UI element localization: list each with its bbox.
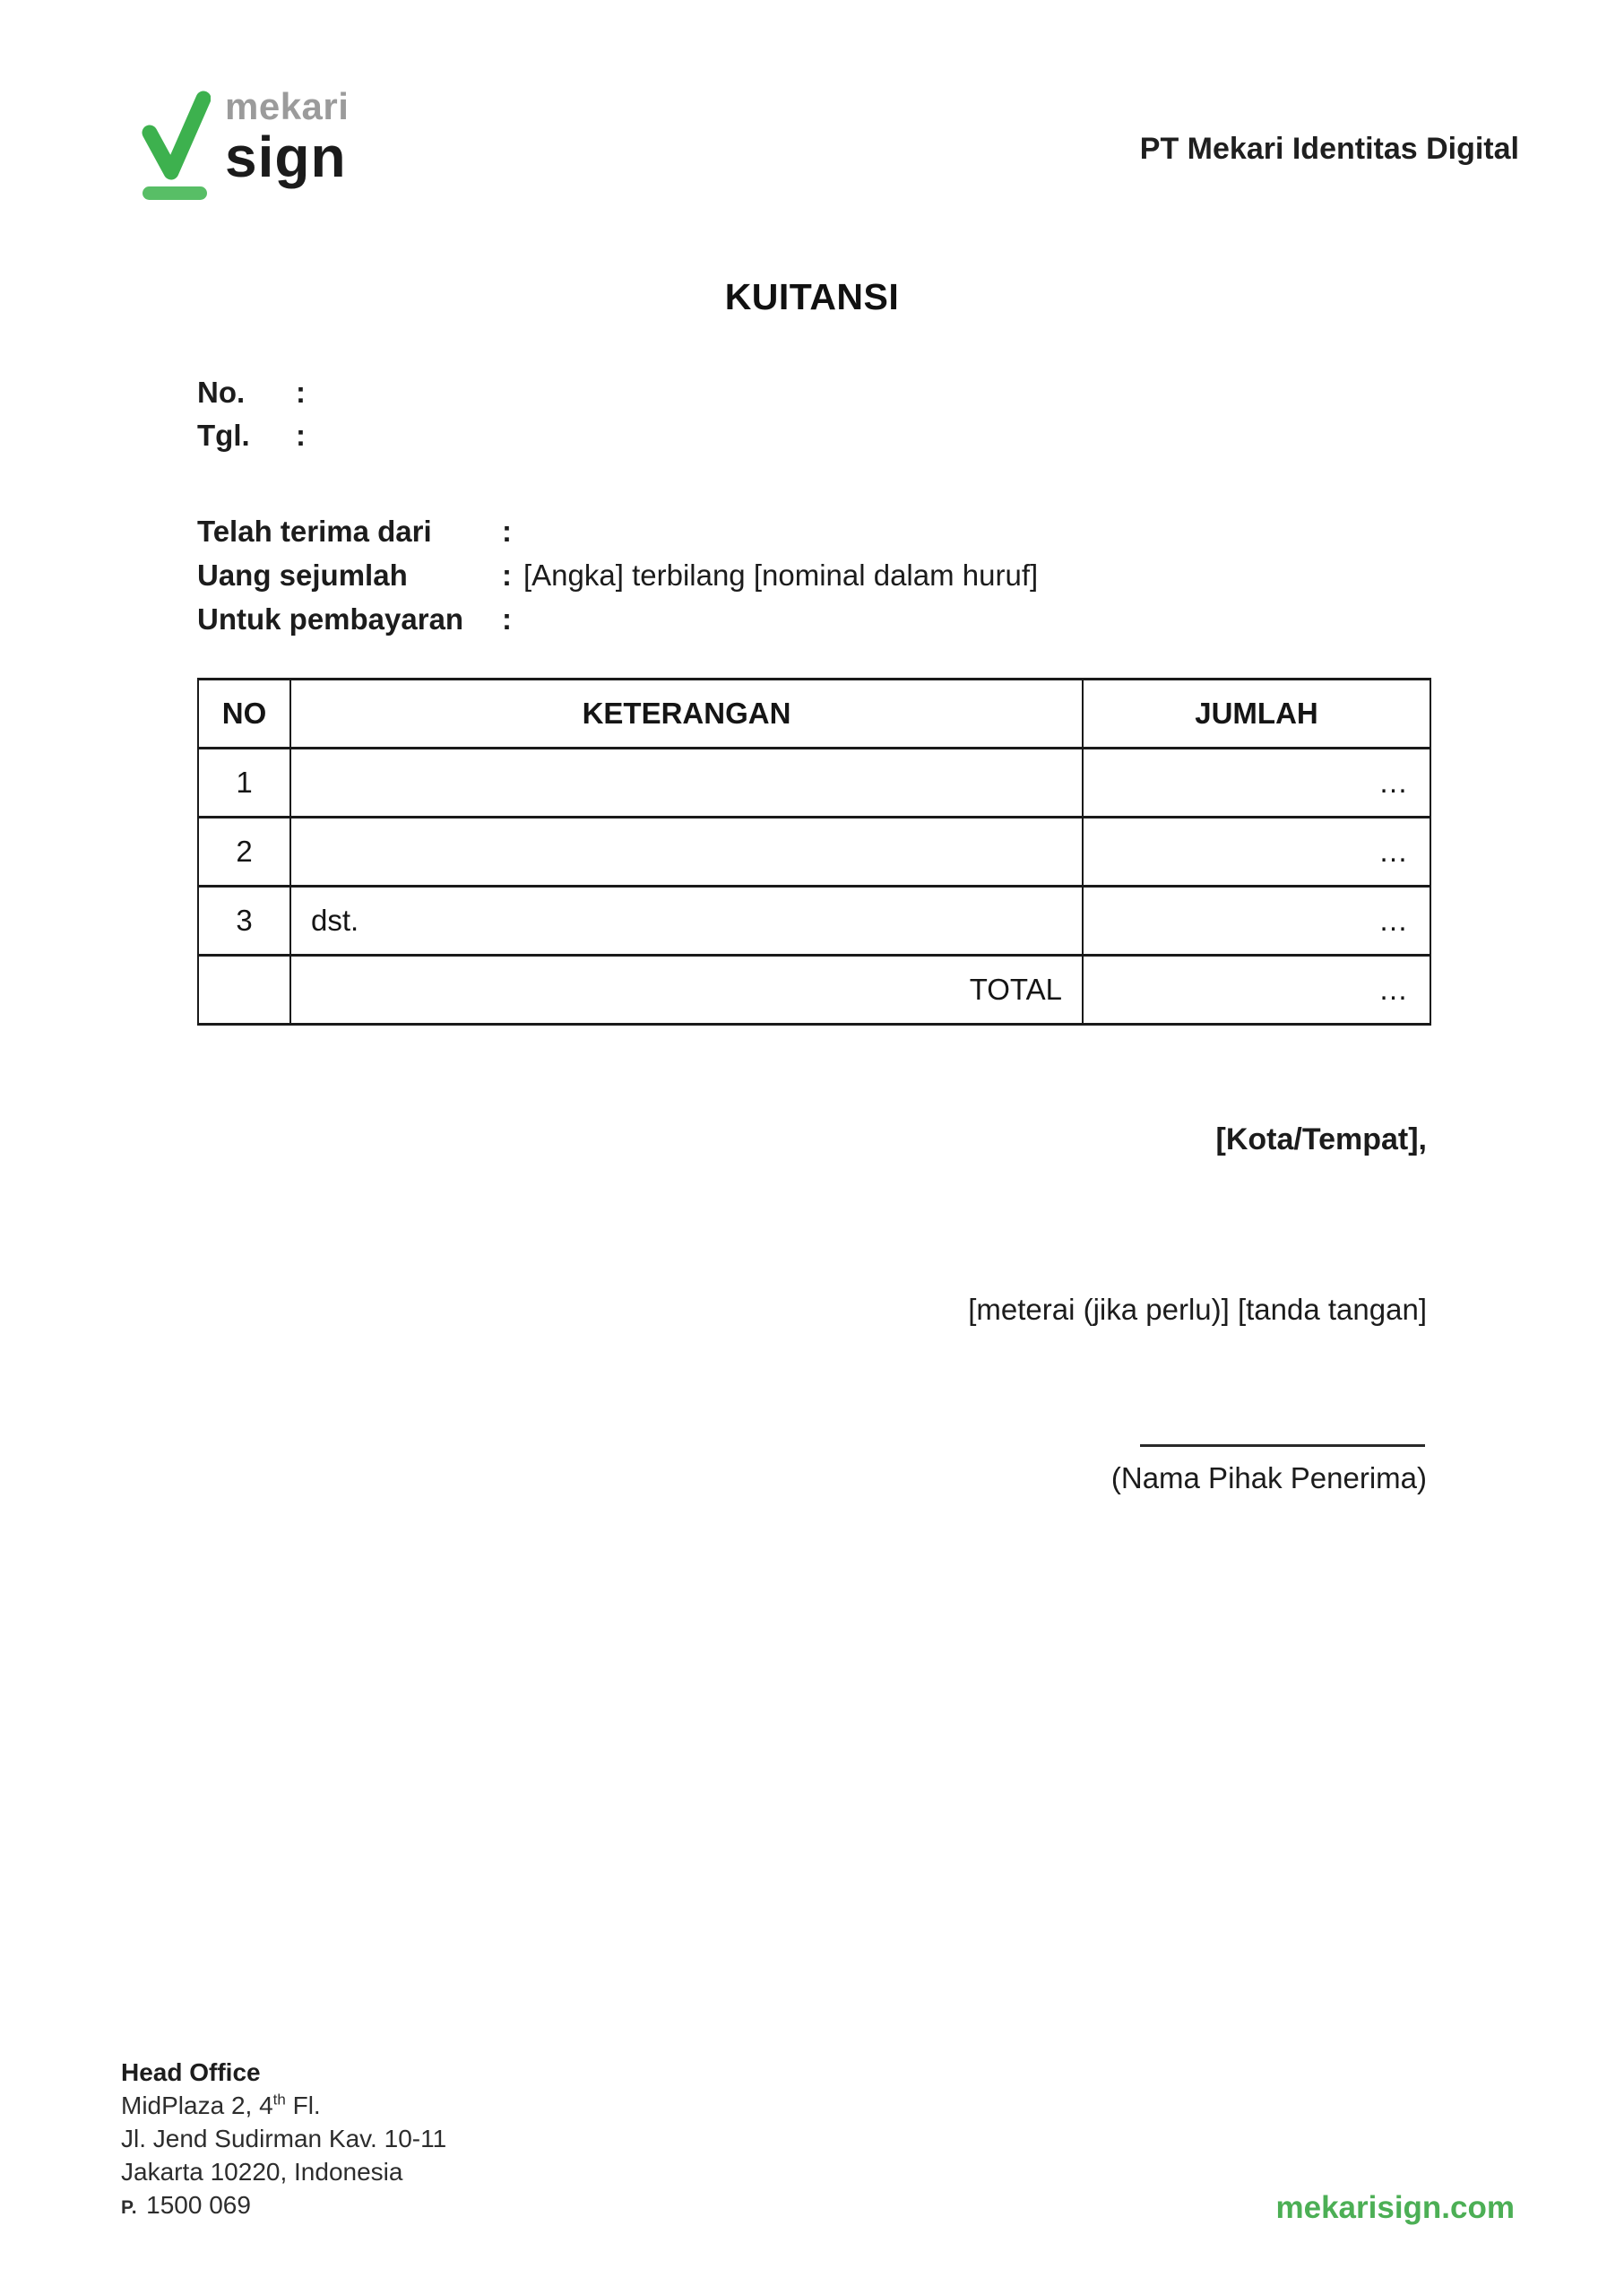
address-line-1-superscript: th — [272, 2091, 286, 2109]
table-row — [198, 818, 1430, 887]
signature-line — [1140, 1444, 1425, 1447]
tgl-label: Tgl. — [197, 419, 250, 452]
row1-keterangan — [290, 749, 1083, 818]
brand-mekari-text: mekari — [225, 85, 350, 127]
detail-row-terima-dari — [197, 509, 1038, 553]
row1-no: 1 — [198, 749, 290, 818]
terima-dari-label: Telah terima dari — [197, 514, 432, 548]
row2-no: 2 — [198, 818, 290, 887]
phone-number: 1500 069 — [146, 2191, 251, 2219]
row3-keterangan: dst. — [290, 887, 1083, 956]
footer-address-block — [121, 2056, 446, 2224]
header-keterangan: KETERANGAN — [290, 680, 1083, 749]
head-office-title: Head Office — [121, 2058, 261, 2086]
untuk-pembayaran-colon: : — [502, 602, 512, 636]
row1-jumlah: … — [1083, 749, 1430, 818]
mekari-sign-logo — [139, 86, 349, 203]
untuk-pembayaran-label: Untuk pembayaran — [197, 602, 464, 636]
website-link: mekarisign.com — [1275, 2190, 1515, 2225]
table-row — [198, 749, 1430, 818]
terima-dari-colon: : — [502, 514, 512, 548]
place-date-label: [Kota/Tempat], — [1215, 1122, 1427, 1156]
no-colon: : — [296, 376, 306, 409]
uang-sejumlah-label: Uang sejumlah — [197, 558, 408, 592]
row2-jumlah: … — [1083, 818, 1430, 887]
tgl-colon: : — [296, 419, 306, 452]
table-row — [198, 887, 1430, 956]
receiver-name-label: (Nama Pihak Penerima) — [1110, 1461, 1427, 1494]
table-total-row — [198, 956, 1430, 1025]
table-header-row — [198, 680, 1430, 749]
address-line-1 — [121, 2089, 446, 2122]
detail-row-untuk-pembayaran — [197, 597, 1038, 641]
phone-prefix: P. — [121, 2197, 138, 2218]
row3-no: 3 — [198, 887, 290, 956]
items-table — [197, 678, 1431, 1026]
stamp-signature-note: [meterai (jika perlu)] [tanda tangan] — [968, 1293, 1427, 1326]
row2-keterangan — [290, 818, 1083, 887]
header-no: NO — [198, 680, 290, 749]
address-line-1-text: MidPlaza 2, 4 — [121, 2091, 273, 2119]
meta-block — [197, 371, 317, 457]
meta-row-tgl — [197, 414, 317, 457]
total-value: … — [1083, 956, 1430, 1025]
uang-sejumlah-colon: : — [502, 558, 512, 592]
logo-wordmark — [225, 85, 350, 189]
details-block — [197, 509, 1038, 641]
brand-sign-text: sign — [225, 125, 347, 189]
total-empty-cell — [198, 956, 290, 1025]
total-label: TOTAL — [290, 956, 1083, 1025]
checkmark-logo-icon — [139, 86, 211, 203]
meta-row-no — [197, 371, 317, 414]
uang-sejumlah-value: [Angka] terbilang [nominal dalam huruf] — [523, 558, 1039, 592]
detail-row-uang-sejumlah — [197, 553, 1038, 597]
address-line-1-suffix: Fl. — [285, 2091, 321, 2119]
header-jumlah: JUMLAH — [1083, 680, 1430, 749]
phone-line — [121, 2188, 446, 2224]
document-title: KUITANSI — [724, 276, 900, 317]
address-line-3: Jakarta 10220, Indonesia — [121, 2158, 403, 2186]
no-label: No. — [197, 376, 246, 409]
row3-jumlah: … — [1083, 887, 1430, 956]
company-name: PT Mekari Identitas Digital — [1139, 132, 1519, 166]
address-line-2: Jl. Jend Sudirman Kav. 10-11 — [121, 2125, 447, 2152]
